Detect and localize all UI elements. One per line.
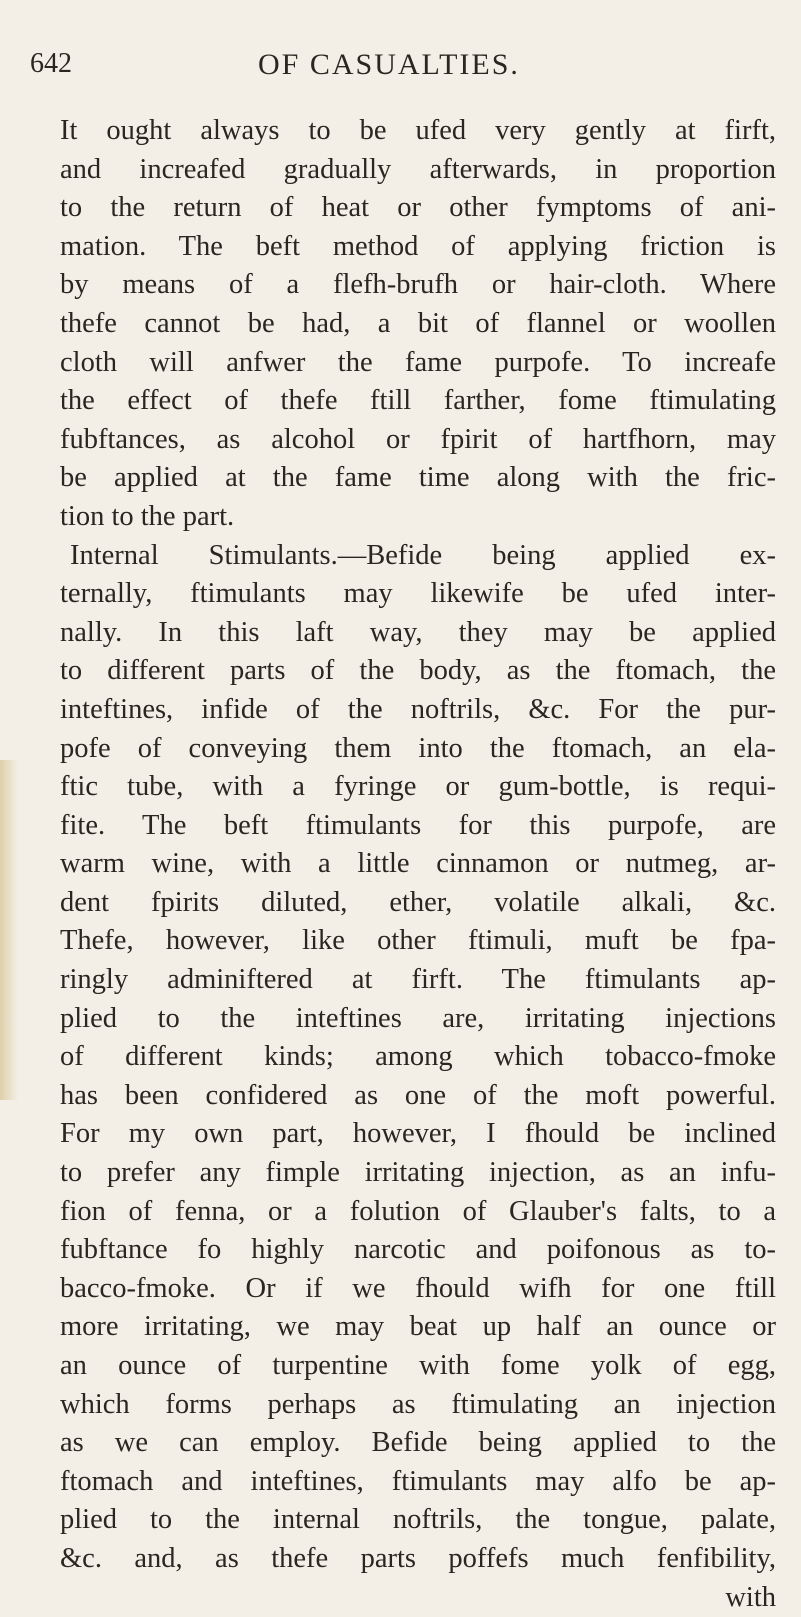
page-header — [30, 48, 770, 88]
text-line: and increafed gradually afterwards, in proportion — [60, 153, 776, 185]
text-line: Internal Stimulants.—Befide being applied ex- — [70, 539, 776, 571]
text-line: an ounce of turpentine with fome yolk of egg, — [60, 1350, 776, 1381]
text-line: plied to the inteftines are, irritating injections — [60, 1002, 776, 1034]
text-line: which forms perhaps as ftimulating an injection — [60, 1388, 776, 1420]
text-line: to different parts of the body, as the ftomach, the — [60, 655, 776, 687]
text-line: dent fpirits diluted, ether, volatile alkali, &c. — [60, 886, 776, 918]
text-line: inteftines, infide of the noftrils, &c. For the pur- — [60, 693, 776, 725]
text-line: as we can employ. Befide being applied to the — [60, 1427, 776, 1459]
text-line: bacco-fmoke. Or if we fhould wifh for one ftill — [60, 1272, 776, 1304]
page-number: 642 — [30, 48, 72, 79]
text-line: &c. and, as thefe parts poffefs much fenfibility, — [60, 1542, 776, 1574]
text-line: plied to the internal noftrils, the tongue, palate, — [60, 1504, 776, 1536]
body-text — [60, 112, 776, 1617]
text-line: to prefer any fimple irritating injection, as an infu- — [60, 1157, 776, 1189]
text-line: fubftance fo highly narcotic and poifonous as to- — [60, 1234, 776, 1266]
text-line: cloth will anfwer the fame purpofe. To increafe — [60, 346, 776, 378]
text-line: more irritating, we may beat up half an ounce or — [60, 1311, 776, 1343]
text-line: by means of a flefh-brufh or hair-cloth. Where — [60, 269, 776, 301]
text-line: be applied at the fame time along with the fric- — [60, 462, 776, 494]
text-line: Thefe, however, like other ftimuli, muft be fpa- — [60, 925, 776, 957]
text-line: warm wine, with a little cinnamon or nutmeg, ar- — [60, 848, 776, 880]
text-line: mation. The beft method of applying friction is — [60, 230, 776, 262]
text-line: fion of fenna, or a folution of Glauber's falts, to a — [60, 1195, 776, 1227]
text-line: ternally, ftimulants may likewife be ufed inter- — [60, 578, 776, 610]
running-title: OF CASUALTIES. — [258, 48, 520, 81]
text-line: ftomach and inteftines, ftimulants may alfo be ap- — [60, 1465, 776, 1497]
page-stain — [0, 760, 18, 1100]
text-line: tion to the part. — [60, 500, 235, 532]
text-line: of different kinds; among which tobacco-fmoke — [60, 1041, 776, 1073]
text-line: ringly adminiftered at firft. The ftimulants ap- — [60, 964, 776, 996]
text-line: the effect of thefe ftill farther, fome ftimulating — [60, 385, 776, 417]
catchword: with — [725, 1581, 776, 1613]
text-line: ftic tube, with a fyringe or gum-bottle, is requi- — [60, 771, 776, 803]
text-line: to the return of heat or other fymptoms of ani- — [60, 192, 776, 224]
text-line: fubftances, as alcohol or fpirit of hartfhorn, may — [60, 423, 776, 455]
text-line: fite. The beft ftimulants for this purpofe, are — [60, 809, 776, 841]
text-line: For my own part, however, I fhould be inclined — [60, 1118, 776, 1150]
text-line: It ought always to be ufed very gently at firft, — [60, 115, 776, 146]
text-line: thefe cannot be had, a bit of flannel or woollen — [60, 307, 776, 339]
text-line: pofe of conveying them into the ftomach, an ela- — [60, 732, 776, 764]
text-line: has been confidered as one of the moft powerful. — [60, 1079, 776, 1111]
text-line: nally. In this laft way, they may be applied — [60, 616, 776, 648]
